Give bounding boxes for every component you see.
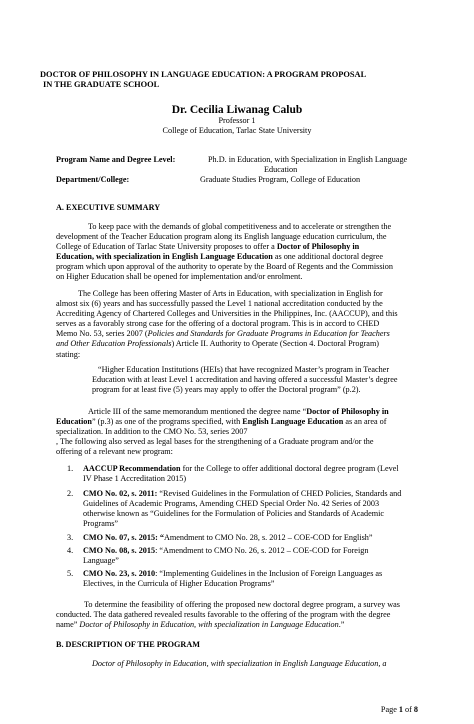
executive-summary-paragraph-1	[56, 222, 420, 283]
executive-summary-paragraph-3	[56, 407, 420, 457]
program-value	[208, 155, 407, 175]
program-description-paragraph: Doctor of Philosophy in Education, with specialization in English Language Education, a	[92, 659, 387, 668]
program-label: Program Name and Degree Level:	[56, 155, 176, 164]
list-item-number: 2.	[67, 489, 74, 499]
title-line-1: DOCTOR OF PHILOSOPHY IN LANGUAGE EDUCATION: A PROGRAM PROPOSAL	[40, 70, 367, 79]
document-title	[40, 70, 434, 91]
program-value-line-2: Education	[264, 165, 298, 175]
list-item: 1. AACCUP Recommendation for the College to offer additional doctoral degree program (Level IV Phase 1 Accreditation 2015)	[67, 464, 399, 484]
title-line-2: IN THE GRADUATE SCHOOL	[43, 80, 160, 90]
section-a-heading: A. EXECUTIVE SUMMARY	[56, 203, 161, 212]
list-item: 2. CMO No. 02, s. 2011: “Revised Guidelines in the Formulation of CHED Policies, Standards and Guidelines of Academic Programs, Amending CHED Special Order No. 42 Series of 2003 otherwise known as “Guidelines for the Formulation of Policies and Standards of Academic Programs”	[67, 489, 402, 529]
author-name: Dr. Cecilia Liwanag Calub	[171, 104, 303, 116]
para2-line: stating:	[56, 349, 81, 359]
para2-line: Accrediting Agency of Chartered Colleges and Universities in the Philippines, Inc. (AACCUP), and this	[56, 309, 398, 319]
para2-line: The College has been offering Master of Arts in Education, with specialization in English for	[78, 289, 383, 298]
section-b-heading: B. DESCRIPTION OF THE PROGRAM	[56, 640, 200, 649]
list-item-number: 5.	[67, 568, 74, 578]
para1-line: program which upon approval of the authority to operate by the Board of Regents and the Commission	[56, 262, 393, 272]
para2-line: and Other Education Professionals) Article II. Authority to Operate (Section 4. Doctoral Program)	[56, 339, 380, 349]
para2-line: Memo No. 53, series 2007 (Policies and Standards for Graduate Programs in Education for Teachers	[56, 329, 390, 339]
executive-summary-paragraph-2	[56, 289, 420, 360]
para3-line: Article III of the same memorandum mentioned the degree name “Doctor of Philosophy in	[88, 407, 389, 416]
executive-summary-paragraph-4	[56, 600, 420, 630]
para1-line: To keep pace with the demands of global competitiveness and to accelerate or strengthen the	[88, 222, 392, 231]
para4-line: To determine the feasibility of offering the proposed new doctoral degree program, a survey was	[84, 600, 400, 609]
quote-line: Education with at least Level 1 accreditation and having offered a successful Master’s degree	[92, 375, 398, 385]
para4-line: conducted. The data gathered revealed results favorable to the offering of the program with the degree	[56, 610, 391, 620]
department-value: Graduate Studies Program, College of Education	[200, 175, 361, 184]
department-label: Department/College:	[56, 175, 130, 184]
para1-line: on Higher Education shall be opened for implementation and/or enrolment.	[56, 272, 303, 282]
list-item: 3. CMO No. 07, s. 2015: “Amendment to CMO No. 28, s. 2012 – COE-COD for English”	[67, 532, 373, 542]
para2-line: almost six (6) years and has successfully passed the Level 1 national accreditation conducted by the	[56, 299, 383, 309]
para1-line: Education, with specialization in English Language Education as one additional doctoral degree	[56, 252, 384, 262]
para4-line: name” Doctor of Philosophy in Education, with specialization in Language Education.”	[56, 620, 345, 630]
para3-line: offering of a relevant new program:	[56, 447, 173, 457]
list-item-number: 3.	[67, 532, 74, 542]
para1-line: development of the Teacher Education program along its English language education curriculum, the	[56, 232, 387, 242]
list-item: 5. CMO No. 23, s. 2010: “Implementing Guidelines in the Inclusion of Foreign Languages as Electives, in the Curricula of Higher Education Programs”	[67, 568, 383, 588]
para3-line: , The following also served as legal bases for the strengthening of a Graduate program and/or the	[56, 437, 374, 447]
legal-basis-list	[67, 464, 418, 589]
program-value-line-1: Ph.D. in Education, with Specialization in English Language	[208, 155, 408, 164]
para3-line: specialization. In addition to the CMO No. 53, series 2007	[56, 427, 248, 437]
para1-line: College of Education of Tarlac State University proposes to offer a Doctor of Philosophy in	[56, 242, 360, 252]
list-item-number: 4.	[67, 545, 74, 555]
page-number: Page 1 of 8	[380, 705, 418, 714]
quoted-statement	[92, 365, 420, 395]
author-position: Professor 1	[218, 116, 256, 125]
para3-line: Education” (p.3) as one of the programs specified, with English Language Education as an area of	[56, 417, 387, 427]
author-affiliation: College of Education, Tarlac State University	[162, 126, 312, 135]
list-item: 4. CMO No. 08, s. 2015: “Amendment to CMO No. 26, s. 2012 – COE-COD for Foreign Language”	[67, 545, 369, 565]
list-item-number: 1.	[67, 464, 74, 473]
para2-line: serves as a favorably strong case for the offering of a doctoral program. This is in accord to CHED	[56, 319, 380, 329]
quote-line: program for at least five (5) years may apply to offer the Doctoral program” (p.2).	[92, 385, 361, 395]
quote-line: “Higher Education Institutions (HEIs) that have recognized Master’s program in Teacher	[98, 365, 390, 374]
